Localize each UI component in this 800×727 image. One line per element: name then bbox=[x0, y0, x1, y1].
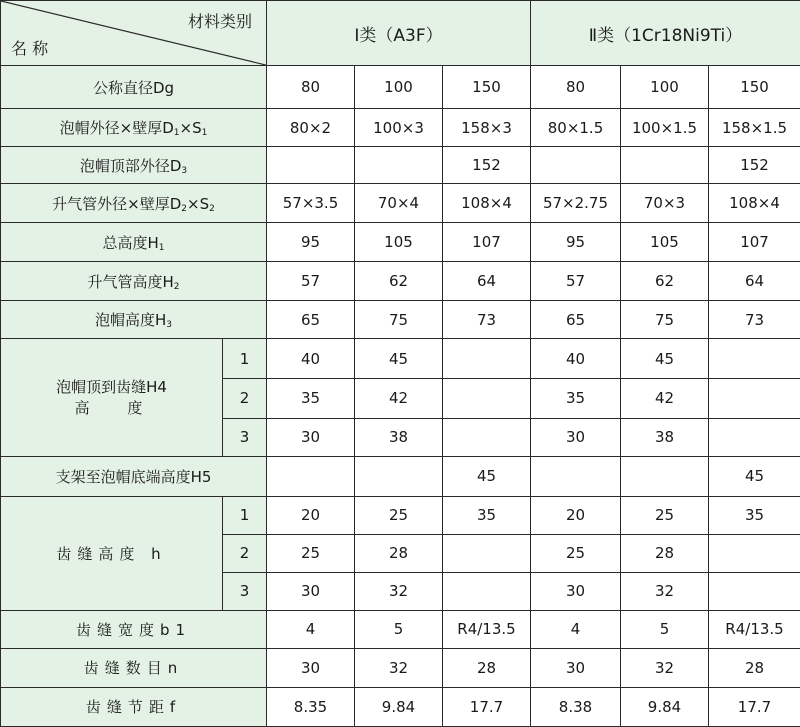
value-cell bbox=[443, 418, 531, 456]
row-label: 泡帽外径×壁厚$D_1\times S_1$ bbox=[1, 109, 267, 147]
value-cell: 25 bbox=[267, 534, 355, 572]
value-cell bbox=[709, 339, 800, 379]
value-cell: 32 bbox=[355, 572, 443, 610]
row-label: 齿缝节距f bbox=[1, 687, 267, 726]
value-cell bbox=[709, 534, 800, 572]
value-cell bbox=[531, 147, 621, 184]
value-cell: 100 bbox=[355, 66, 443, 109]
value-cell: 42 bbox=[355, 379, 443, 418]
value-cell: 28 bbox=[621, 534, 709, 572]
value-cell: 100×3 bbox=[355, 109, 443, 147]
row-label: 升气管高度$H_2$ bbox=[1, 262, 267, 301]
row-label: 泡帽高度$H_3$ bbox=[1, 301, 267, 339]
value-cell bbox=[443, 339, 531, 379]
value-cell bbox=[355, 456, 443, 496]
value-cell: 152 bbox=[443, 147, 531, 184]
value-cell: 35 bbox=[443, 496, 531, 534]
value-cell: 64 bbox=[709, 262, 800, 301]
table-row bbox=[1, 223, 800, 262]
row-label: 支架至泡帽底端高度H5 bbox=[1, 456, 267, 496]
value-cell bbox=[443, 572, 531, 610]
value-cell bbox=[621, 456, 709, 496]
value-cell: 150 bbox=[443, 66, 531, 109]
value-cell: 70×4 bbox=[355, 184, 443, 223]
value-cell: 100×1.5 bbox=[621, 109, 709, 147]
value-cell: 62 bbox=[621, 262, 709, 301]
value-cell: 105 bbox=[621, 223, 709, 262]
h4-label-line1: 泡帽顶到齿缝H4 bbox=[56, 378, 167, 397]
value-cell: 80×2 bbox=[267, 109, 355, 147]
value-cell: 45 bbox=[709, 456, 800, 496]
row-label-h4 bbox=[1, 339, 223, 456]
value-cell: 158×3 bbox=[443, 109, 531, 147]
value-cell bbox=[709, 418, 800, 456]
table-row bbox=[1, 496, 800, 534]
row-label: 齿缝宽度b1 bbox=[1, 610, 267, 648]
value-cell: 80 bbox=[267, 66, 355, 109]
sub-index: 1 bbox=[223, 339, 267, 379]
value-cell: 62 bbox=[355, 262, 443, 301]
value-cell bbox=[443, 534, 531, 572]
sub-index: 3 bbox=[223, 572, 267, 610]
value-cell: 108×4 bbox=[709, 184, 800, 223]
value-cell: 30 bbox=[267, 648, 355, 687]
sub-index: 3 bbox=[223, 418, 267, 456]
value-cell: 40 bbox=[267, 339, 355, 379]
value-cell: 73 bbox=[709, 301, 800, 339]
value-cell: 17.7 bbox=[443, 687, 531, 726]
value-cell: 30 bbox=[531, 572, 621, 610]
value-cell: 32 bbox=[621, 648, 709, 687]
value-cell: 25 bbox=[531, 534, 621, 572]
sub-index: 2 bbox=[223, 534, 267, 572]
value-cell: 57×3.5 bbox=[267, 184, 355, 223]
value-cell: 95 bbox=[267, 223, 355, 262]
value-cell: 8.35 bbox=[267, 687, 355, 726]
value-cell: 73 bbox=[443, 301, 531, 339]
table-row bbox=[1, 184, 800, 223]
value-cell bbox=[709, 572, 800, 610]
table-row bbox=[1, 66, 800, 109]
value-cell: 28 bbox=[709, 648, 800, 687]
value-cell bbox=[267, 147, 355, 184]
value-cell: 108×4 bbox=[443, 184, 531, 223]
table-row bbox=[1, 301, 800, 339]
table-row bbox=[1, 109, 800, 147]
value-cell: 65 bbox=[531, 301, 621, 339]
value-cell: 28 bbox=[443, 648, 531, 687]
value-cell: 20 bbox=[531, 496, 621, 534]
row-label: 泡帽顶部外径$D_3$ bbox=[1, 147, 267, 184]
value-cell: 4 bbox=[267, 610, 355, 648]
table-row bbox=[1, 339, 800, 379]
value-cell: 35 bbox=[531, 379, 621, 418]
value-cell: 9.84 bbox=[355, 687, 443, 726]
value-cell: 4 bbox=[531, 610, 621, 648]
value-cell: 107 bbox=[709, 223, 800, 262]
value-cell bbox=[621, 147, 709, 184]
value-cell: 25 bbox=[621, 496, 709, 534]
group1-header: Ⅰ类（A3F） bbox=[267, 1, 531, 66]
value-cell: 80 bbox=[531, 66, 621, 109]
value-cell: 25 bbox=[355, 496, 443, 534]
value-cell: 20 bbox=[267, 496, 355, 534]
value-cell: 42 bbox=[621, 379, 709, 418]
name-label: 名 称 bbox=[11, 39, 49, 59]
value-cell: 75 bbox=[621, 301, 709, 339]
value-cell: 9.84 bbox=[621, 687, 709, 726]
table-row bbox=[1, 610, 800, 648]
value-cell bbox=[443, 379, 531, 418]
header-row bbox=[1, 1, 800, 66]
value-cell: 40 bbox=[531, 339, 621, 379]
value-cell: 5 bbox=[355, 610, 443, 648]
row-label: 升气管外径×壁厚$D_2\times S_2$ bbox=[1, 184, 267, 223]
value-cell: 80×1.5 bbox=[531, 109, 621, 147]
value-cell: 8.38 bbox=[531, 687, 621, 726]
value-cell: 32 bbox=[355, 648, 443, 687]
value-cell: 38 bbox=[355, 418, 443, 456]
table-row bbox=[1, 147, 800, 184]
value-cell bbox=[355, 147, 443, 184]
table-row bbox=[1, 262, 800, 301]
value-cell: 45 bbox=[443, 456, 531, 496]
value-cell bbox=[267, 456, 355, 496]
table-row bbox=[1, 456, 800, 496]
row-label: 齿缝数目n bbox=[1, 648, 267, 687]
value-cell: 70×3 bbox=[621, 184, 709, 223]
sub-index: 1 bbox=[223, 496, 267, 534]
value-cell: 17.7 bbox=[709, 687, 800, 726]
value-cell: 35 bbox=[709, 496, 800, 534]
value-cell bbox=[709, 379, 800, 418]
row-label: 公称直径Dg bbox=[1, 66, 267, 109]
value-cell: R4/13.5 bbox=[443, 610, 531, 648]
value-cell: 65 bbox=[267, 301, 355, 339]
value-cell: 158×1.5 bbox=[709, 109, 800, 147]
value-cell: 32 bbox=[621, 572, 709, 610]
value-cell: 30 bbox=[531, 648, 621, 687]
value-cell: 64 bbox=[443, 262, 531, 301]
value-cell: 57×2.75 bbox=[531, 184, 621, 223]
h4-label-line2: 高 度 bbox=[74, 399, 149, 418]
value-cell: 57 bbox=[267, 262, 355, 301]
value-cell bbox=[531, 456, 621, 496]
value-cell: R4/13.5 bbox=[709, 610, 800, 648]
value-cell: 107 bbox=[443, 223, 531, 262]
sub-index: 2 bbox=[223, 379, 267, 418]
value-cell: 152 bbox=[709, 147, 800, 184]
row-label: 总高度$H_1$ bbox=[1, 223, 267, 262]
value-cell: 45 bbox=[621, 339, 709, 379]
value-cell: 30 bbox=[267, 572, 355, 610]
value-cell: 30 bbox=[267, 418, 355, 456]
value-cell: 75 bbox=[355, 301, 443, 339]
row-label-slot-height: 齿缝高度 h bbox=[1, 496, 223, 610]
value-cell: 105 bbox=[355, 223, 443, 262]
value-cell: 150 bbox=[709, 66, 800, 109]
value-cell: 30 bbox=[531, 418, 621, 456]
value-cell: 38 bbox=[621, 418, 709, 456]
material-category-label: 材料类别 bbox=[187, 12, 252, 31]
value-cell: 95 bbox=[531, 223, 621, 262]
group2-header: Ⅱ类（1Cr18Ni9Ti） bbox=[531, 1, 800, 66]
corner-header-cell bbox=[1, 1, 267, 66]
value-cell: 45 bbox=[355, 339, 443, 379]
value-cell: 5 bbox=[621, 610, 709, 648]
value-cell: 57 bbox=[531, 262, 621, 301]
table-row bbox=[1, 687, 800, 726]
value-cell: 35 bbox=[267, 379, 355, 418]
value-cell: 28 bbox=[355, 534, 443, 572]
table-row bbox=[1, 648, 800, 687]
value-cell: 100 bbox=[621, 66, 709, 109]
